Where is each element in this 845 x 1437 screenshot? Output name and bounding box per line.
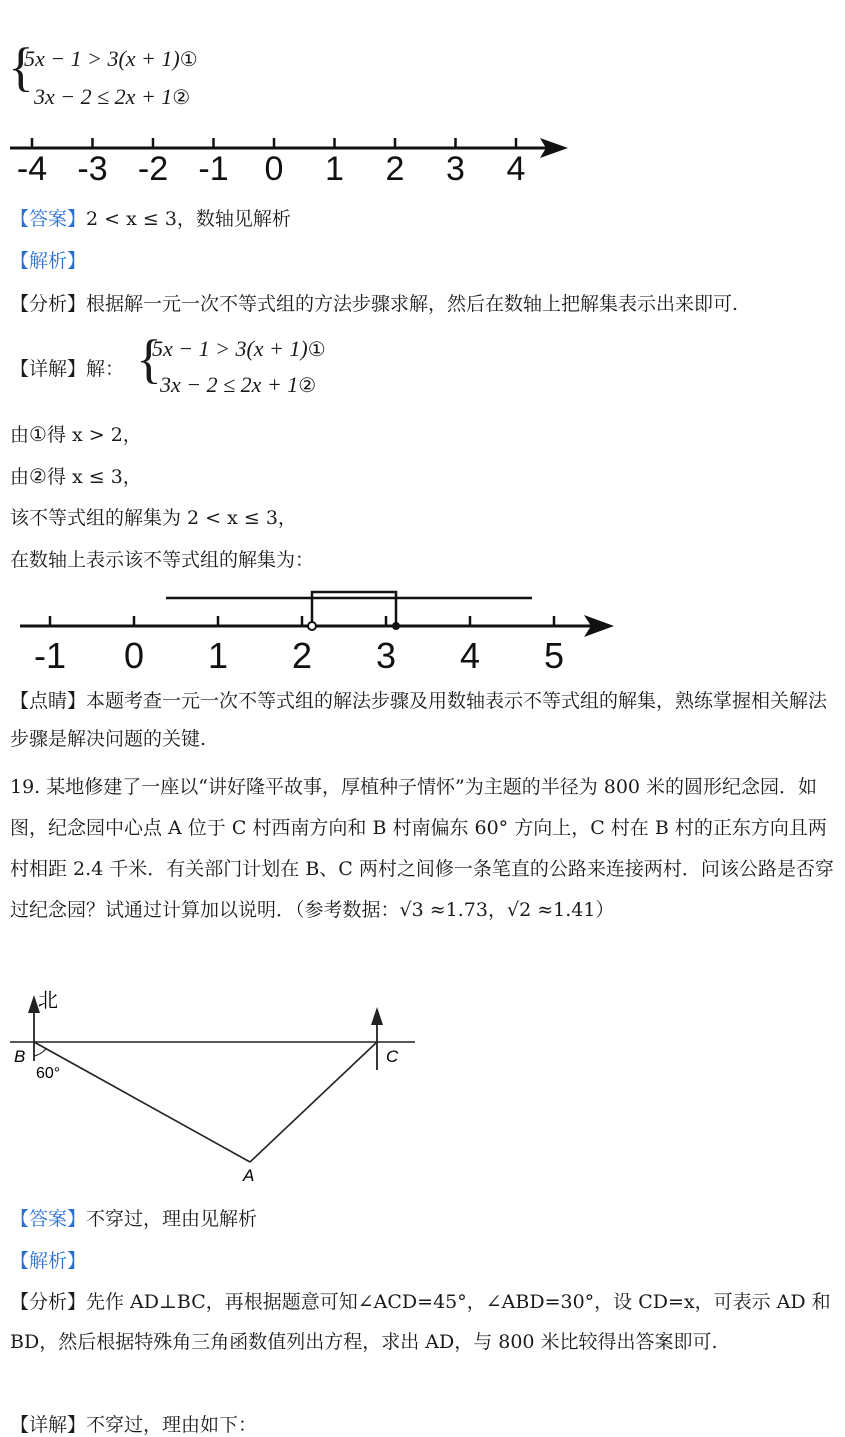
tick-label: 0 xyxy=(264,150,284,188)
angle-arc xyxy=(34,1049,46,1056)
tick-label: -1 xyxy=(198,150,229,188)
label-b: B xyxy=(14,1047,26,1066)
tick-label: 4 xyxy=(506,150,526,188)
tick-label: 4 xyxy=(459,635,481,672)
system-eq1: 5x − 1 > 3(x + 1)① xyxy=(24,46,198,71)
tick-label: 2 xyxy=(291,635,313,672)
number-line-solution xyxy=(0,582,630,672)
tick-label: 1 xyxy=(207,635,229,672)
north-arrow-icon xyxy=(371,1007,383,1025)
q18-step4: 在数轴上表示该不等式组的解集为： xyxy=(10,549,315,571)
tick-label: 2 xyxy=(385,150,405,188)
q18-step1: 由①得 x > 2， xyxy=(10,422,142,446)
tick-label: 3 xyxy=(375,635,397,672)
q19-problem: 19. 某地修建了一座以“讲好隆平故事，厚植种子情怀”为主题的半径为 800 米的圆形纪念园．如图，纪念园中心点 A 位于 C 村西南方向和 B 村南偏东 60° 方向上，C 村在 B 村的正东方向且两村相距 2.4 千米．有关部门计划在 B、C 两村之间修一条笔直的公路来连接两村．问该公路是否穿过纪念园？试通过计算加以说明．（参考数据：√3 ≈1.73，√2 ≈1.41） xyxy=(10,776,834,921)
q19-analysis-tag: 【解析】 xyxy=(10,1250,87,1272)
q18-step3: 该不等式组的解集为 2 < x ≤ 3， xyxy=(10,507,297,529)
tick-label: -1 xyxy=(33,635,67,672)
system-brace: { xyxy=(8,37,34,97)
tick-label: 1 xyxy=(325,150,344,188)
system-eq1: 5x − 1 > 3(x + 1)① xyxy=(152,336,326,361)
system-brace: { xyxy=(136,329,162,389)
q18-analysis-tag: 【解析】 xyxy=(10,250,87,272)
q18-dianjing: 【点睛】本题考查一元一次不等式组的解法步骤及用数轴表示不等式组的解集，熟练掌握相关解法步骤是解决问题的关键. xyxy=(10,690,828,750)
tick-label: -4 xyxy=(16,150,48,188)
q18-answer: 【答案】2 < x ≤ 3，数轴见解析 xyxy=(10,208,291,230)
segment-ba xyxy=(34,1042,250,1162)
angle-label: 60° xyxy=(36,1065,61,1082)
number-line-top xyxy=(0,128,580,188)
q18-xiangjie: 【详解】解： xyxy=(10,358,125,380)
label-a: A xyxy=(243,1166,255,1185)
q18-step2: 由②得 x ≤ 3， xyxy=(10,464,142,488)
system-eq2: 3x − 2 ≤ 2x + 1② xyxy=(34,84,191,109)
q19-xiangjie: 【详解】不穿过，理由如下： xyxy=(10,1414,258,1436)
closed-dot-at-3 xyxy=(392,622,400,630)
segment-ca xyxy=(250,1042,377,1162)
north-label: 北 xyxy=(38,990,58,1012)
q19-figure xyxy=(0,985,430,1185)
tick-label: -2 xyxy=(137,150,169,188)
q19-fenxi: 【分析】先作 AD⊥BC，再根据题意可知∠ACD=45°，∠ABD=30°，设 CD=x，可表示 AD 和 BD，然后根据特殊角三角函数值列出方程，求出 AD，与 800 米比较得出答案即可. xyxy=(10,1291,831,1353)
tick-label: 0 xyxy=(123,635,145,672)
tick-label: 3 xyxy=(446,150,465,188)
tick-label: 5 xyxy=(543,635,565,672)
system-eq2: 3x − 2 ≤ 2x + 1② xyxy=(160,372,317,397)
q19-answer: 【答案】不穿过，理由见解析 xyxy=(10,1208,258,1230)
q18-fenxi: 【分析】根据解一元一次不等式组的方法步骤求解，然后在数轴上把解集表示出来即可. xyxy=(10,293,739,315)
open-dot-at-2 xyxy=(308,622,316,630)
label-c: C xyxy=(386,1047,399,1066)
tick-label: -3 xyxy=(77,150,108,188)
